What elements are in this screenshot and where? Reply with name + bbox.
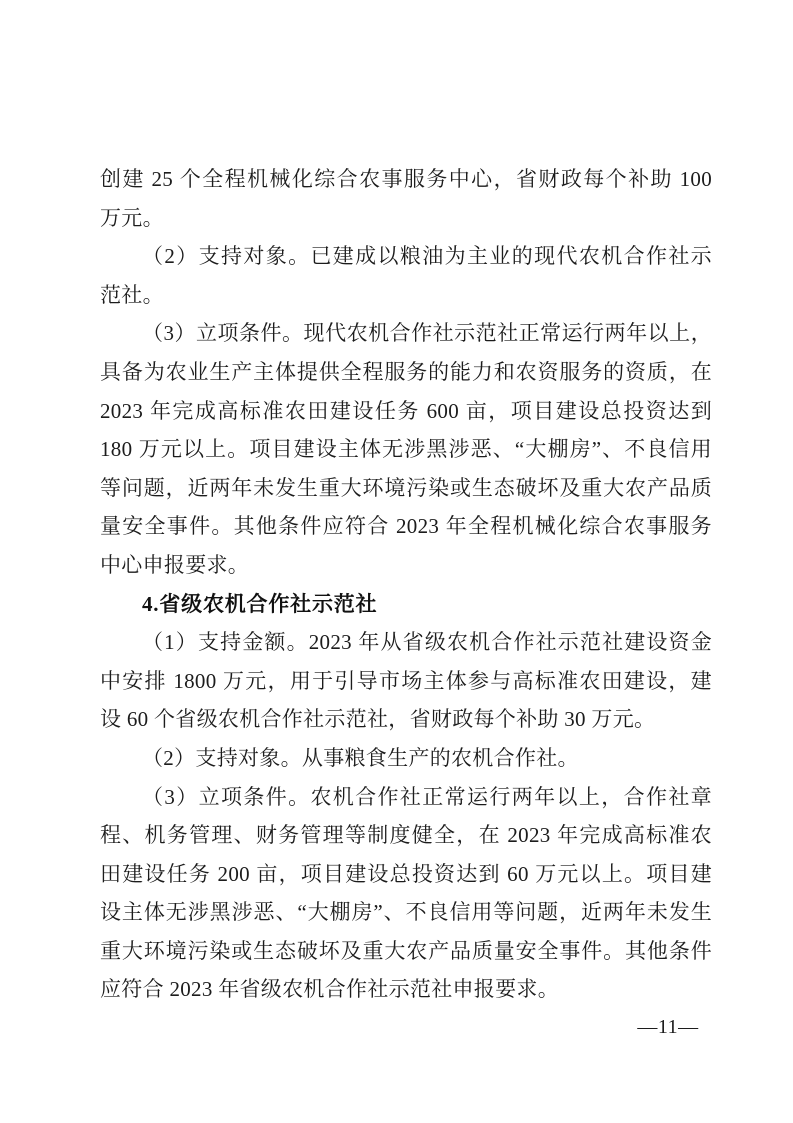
text-line: 应符合 2023 年省级农机合作社示范社申报要求。	[100, 977, 559, 1002]
text-line: 田建设任务 200 亩，项目建设总投资达到 60 万元以上。项目建	[100, 861, 712, 886]
text-line: 创建 25 个全程机械化综合农事服务中心，省财政每个补助 100	[100, 167, 712, 191]
text-line: 万元。	[100, 205, 164, 230]
document-body-text	[100, 160, 712, 1009]
section-heading: 4.省级农机合作社示范社	[142, 591, 378, 616]
text-line: 中安排 1800 万元，用于引导市场主体参与高标准农田建设，建	[100, 668, 712, 693]
text-line: 范社。	[100, 282, 164, 307]
text-line: 180 万元以上。项目建设主体无涉黑涉恶、“大棚房”、不良信用	[100, 437, 712, 462]
text-line: 具备为农业生产主体提供全程服务的能力和农资服务的资质，在	[100, 359, 712, 384]
text-line: 设 60 个省级农机合作社示范社，省财政每个补助 30 万元。	[100, 707, 656, 732]
text-line: （3）立项条件。农机合作社正常运行两年以上，合作社章	[142, 784, 712, 809]
page-number: —11—	[637, 1016, 699, 1038]
text-line: 程、机务管理、财务管理等制度健全，在 2023 年完成高标准农	[100, 823, 712, 848]
text-line: （3）立项条件。现代农机合作社示范社正常运行两年以上，	[142, 321, 712, 346]
text-line: （2）支持对象。从事粮食生产的农机合作社。	[142, 745, 579, 770]
text-line: 设主体无涉黑涉恶、“大棚房”、不良信用等问题，近两年未发生	[100, 900, 712, 925]
text-line: （2）支持对象。已建成以粮油为主业的现代农机合作社示	[142, 244, 712, 269]
text-line: 等问题，近两年未发生重大环境污染或生态破坏及重大农产品质	[100, 475, 712, 500]
text-line: （1）支持金额。2023 年从省级农机合作社示范社建设资金	[142, 630, 712, 655]
text-line: 2023 年完成高标准农田建设任务 600 亩，项目建设总投资达到	[100, 398, 712, 423]
text-line: 中心申报要求。	[100, 552, 250, 577]
text-line: 重大环境污染或生态破坏及重大农产品质量安全事件。其他条件	[100, 938, 712, 963]
text-line: 量安全事件。其他条件应符合 2023 年全程机械化综合农事服务	[100, 514, 712, 539]
